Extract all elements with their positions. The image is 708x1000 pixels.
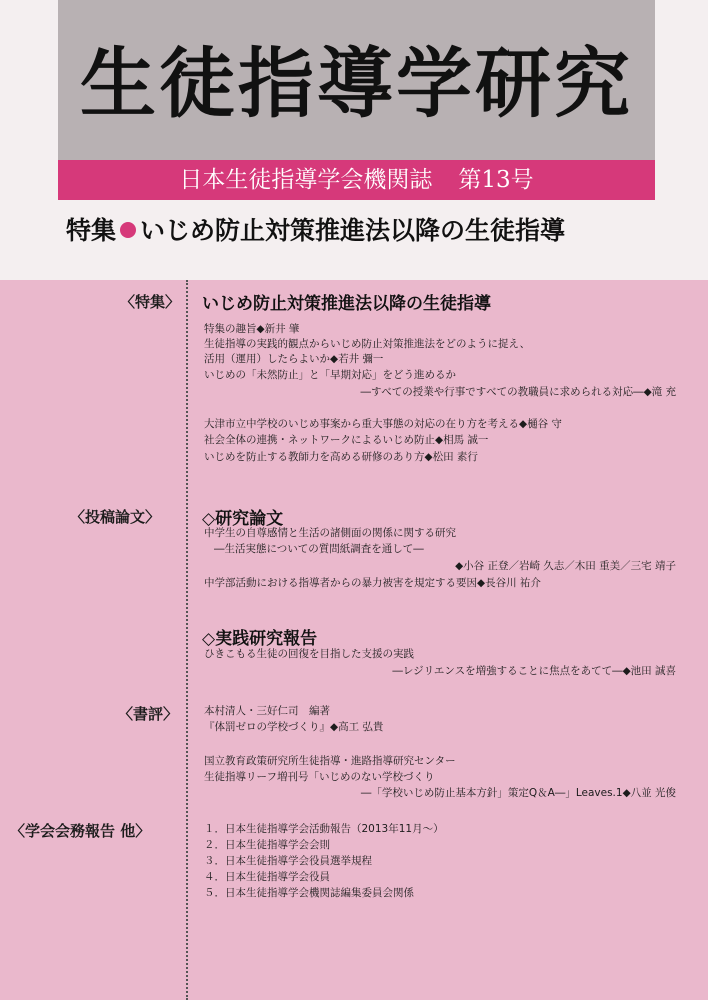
toc-entry: ―「学校いじめ防止基本方針」策定Q＆A―」Leaves.1◆八並 光俊 — [360, 787, 676, 799]
toc-entry: 生徒指導リーフ増刊号「いじめのない学校づくり — [204, 771, 435, 783]
toc-entry: ４．日本生徒指導学会役員 — [204, 871, 330, 883]
section-label-society: 〈学会会務報告 他〉 — [10, 822, 151, 840]
section-label-special: 〈特集〉 — [120, 293, 181, 311]
feature-title-line — [66, 214, 676, 248]
toc-entry: いじめの「未然防止」と「早期対応」をどう進めるか — [204, 369, 456, 381]
toc-entry: 『体罰ゼロの学校づくり』◆高工 弘貴 — [204, 721, 384, 733]
toc-entry: ３．日本生徒指導学会役員選挙規程 — [204, 855, 372, 867]
vertical-divider — [186, 280, 188, 1000]
toc-entry: ―すべての授業や行事ですべての教職員に求められる対応―◆滝 充 — [360, 386, 676, 398]
journal-subtitle: 日本生徒指導学会機関誌 — [179, 167, 433, 193]
feature-prefix: 特集 — [66, 216, 117, 245]
toc-entry: 国立教育政策研究所生徒指導・進路指導研究センター — [204, 755, 456, 767]
practice-heading: ◇実践研究報告 — [202, 629, 318, 649]
toc-entry: 中学生の自尊感情と生活の諸側面の関係に関する研究 — [204, 527, 456, 539]
toc-entry: 中学部活動における指導者からの暴力被害を規定する要因◆長谷川 祐介 — [204, 577, 541, 589]
toc-entry: ―生活実態についての質問紙調査を通して― — [214, 543, 424, 555]
feature-title: いじめ防止対策推進法以降の生徒指導 — [140, 216, 566, 245]
toc-entry: 活用（運用）したらよいか◆若井 彌一 — [204, 353, 384, 365]
toc-entry: ◆小谷 正登／岩崎 久志／木田 重美／三宅 靖子 — [455, 560, 676, 572]
toc-entry: 生徒指導の実践的観点からいじめ防止対策推進法をどのように捉え、 — [204, 338, 531, 350]
special-heading: いじめ防止対策推進法以降の生徒指導 — [202, 294, 491, 314]
section-label-submitted: 〈投稿論文〉 — [70, 508, 161, 526]
toc-entry: ひきこもる生徒の回復を目指した支援の実践 — [204, 648, 414, 660]
toc-entry: １．日本生徒指導学会活動報告（2013年11月〜） — [204, 823, 444, 835]
toc-entry: 社会全体の連携・ネットワークによるいじめ防止◆相馬 誠一 — [204, 434, 489, 446]
section-label-review: 〈書評〉 — [118, 705, 179, 723]
research-heading: ◇研究論文 — [202, 509, 284, 529]
journal-title: 生徒指導学研究 — [80, 39, 633, 128]
toc-entry: 本村清人・三好仁司 編著 — [204, 705, 330, 717]
toc-entry: ―レジリエンスを増強することに焦点をあてて―◆池田 誠喜 — [392, 665, 676, 677]
toc-entry: ５．日本生徒指導学会機関誌編集委員会関係 — [204, 887, 414, 899]
toc-entry: いじめを防止する教師力を高める研修のあり方◆松田 素行 — [204, 451, 478, 463]
toc-entry: 大津市立中学校のいじめ事案から重大事態の対応の在り方を考える◆樋谷 守 — [204, 418, 562, 430]
subtitle-band — [58, 160, 655, 200]
issue-number: 第13号 — [458, 167, 534, 193]
toc-entry: 特集の趣旨◆新井 肇 — [204, 323, 300, 335]
bullet-dot-icon — [120, 222, 136, 238]
toc-entry: ２．日本生徒指導学会会則 — [204, 839, 330, 851]
